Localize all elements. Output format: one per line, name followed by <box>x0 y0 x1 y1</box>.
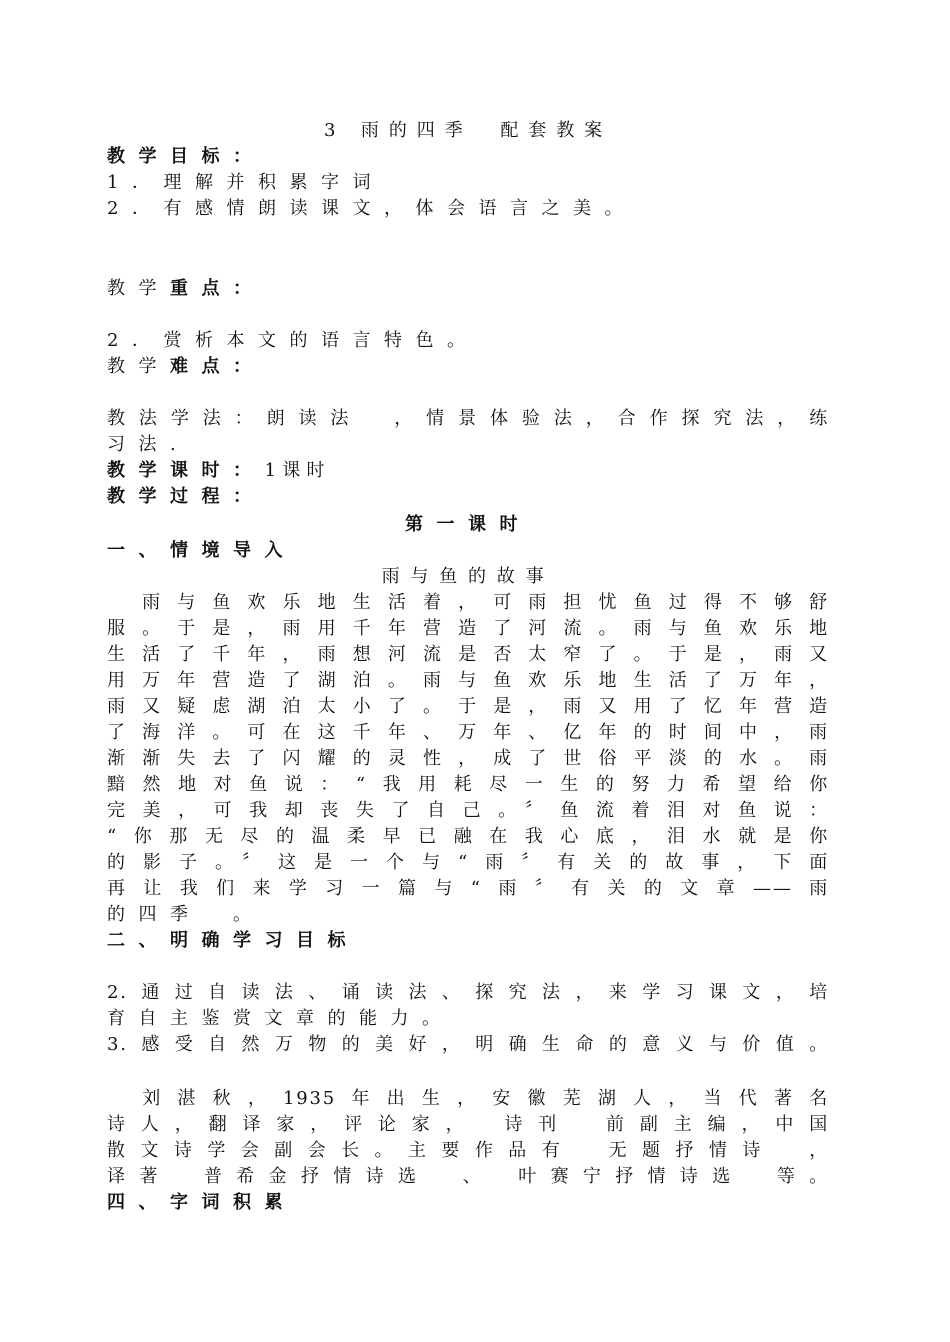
goal-1: 1．理解并积累字词 <box>107 172 384 193</box>
story-line-last: 的四季 。 <box>107 904 265 925</box>
story-title: 雨与鱼的故事 <box>381 566 555 587</box>
story-line: “你那无尽的温柔早已融在我心底，泪水就是你 <box>107 826 829 847</box>
author-line: 诗人，翻译家，评论家， 诗刊 前副主编，中国 <box>107 1114 829 1135</box>
class-hours-value: 1课时 <box>264 460 331 481</box>
story-line: 了海洋。可在这千年、万年、亿年的时间中，雨 <box>107 722 829 743</box>
process-heading: 教学过程： <box>107 486 265 507</box>
key-points-bold: 重点： <box>170 278 265 299</box>
document-title: 3 雨的四季 配套教案 <box>323 120 613 141</box>
goals-heading: 教学目标： <box>107 146 265 167</box>
lesson-title: 第一课时 <box>405 514 531 535</box>
difficulty-heading <box>107 354 829 380</box>
difficulty-label: 教学 <box>107 356 170 377</box>
story-line: 生活了千年，雨想河流是否太窄了。于是，雨又 <box>107 644 829 665</box>
story-line: 渐渐失去了闪耀的灵性，成了世俗平淡的水。雨 <box>107 748 829 769</box>
key-point-2: 2．赏析本文的语言特色。 <box>107 330 479 351</box>
section-1-heading: 一、情境导入 <box>107 540 296 561</box>
key-points-label: 教学 <box>107 278 170 299</box>
story-line: 的影子。〞这是一个与“雨〞有关的故事，下面 <box>107 852 829 873</box>
target-3: 3.感受自然万物的美好，明确生命的意义与价值。 <box>107 1034 829 1055</box>
class-hours-label: 教学课时： <box>107 460 265 481</box>
section-4-heading: 四、字词积累 <box>107 1192 296 1213</box>
author-line: 刘湛秋，1935年出生，安徽芜湖人，当代著名 <box>107 1088 829 1109</box>
target-2-line-1: 2.通过自读法、诵读法、探究法，来学习课文，培 <box>107 982 829 1003</box>
story-line: 再让我们来学习一篇与“雨〞有关的文章——雨 <box>107 878 829 899</box>
methods-line-2: 习法. <box>107 434 190 455</box>
story-line: 服。于是，雨用千年营造了河流。雨与鱼欢乐地 <box>107 618 829 639</box>
class-hours <box>107 458 829 484</box>
story-line: 雨又疑虑湖泊太小了。于是，雨又用了忆年营造 <box>107 696 829 717</box>
target-2-line-2: 育自主鉴赏文章的能力。 <box>107 1008 454 1029</box>
author-line: 译著 普希金抒情诗选 、 叶赛宁抒情诗选 等。 <box>107 1166 829 1187</box>
goal-2: 2．有感情朗读课文，体会语言之美。 <box>107 198 636 219</box>
story-line: 雨与鱼欢乐地生活着，可雨担忧鱼过得不够舒 <box>107 592 829 613</box>
story-line: 黯然地对鱼说：“我用耗尽一生的努力希望给你 <box>107 774 829 795</box>
section-2-heading: 二、明确学习目标 <box>107 930 359 951</box>
story-line: 用万年营造了湖泊。雨与鱼欢乐地生活了万年， <box>107 670 829 691</box>
key-points-heading <box>107 276 829 302</box>
methods-line-1: 教法学法：朗读法 ，情景体验法，合作探究法，练 <box>107 408 829 429</box>
difficulty-bold: 难点： <box>170 356 265 377</box>
author-line: 散文诗学会副会长。主要作品有 无题抒情诗 ， <box>107 1140 829 1161</box>
story-line: 完美，可我却丧失了自己。〞鱼流着泪对鱼说： <box>107 800 829 821</box>
